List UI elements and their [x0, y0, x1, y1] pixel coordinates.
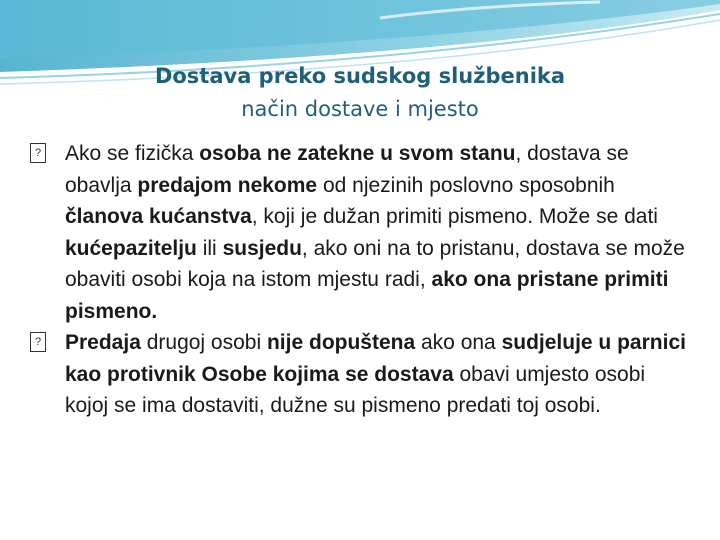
- text-segment: , dostava se obavlja: [65, 142, 629, 197]
- slide-title: [0, 60, 720, 126]
- text-segment: ako ona: [415, 331, 502, 354]
- bold-text-segment: susjedu: [222, 236, 302, 260]
- bullet-icon: ?: [30, 332, 46, 352]
- slide-body: [28, 138, 692, 422]
- text-segment: ili: [196, 236, 223, 260]
- paragraph-text: [65, 142, 685, 323]
- bold-text-segment: kućepazitelju: [65, 236, 197, 260]
- bold-text-segment: ako ona pristane primiti pismeno.: [65, 268, 669, 323]
- title-line-1: Dostava preko sudskog službenika: [154, 64, 566, 88]
- text-segment: obavi umjesto osobi kojoj se ima dostaviti, dužne su pismeno predati toj osobi.: [65, 362, 646, 417]
- bold-text-segment: sudjeluje u parnici kao protivnik Osobe kojima se dostava: [65, 331, 686, 386]
- bold-text-segment: nije dopuštena: [266, 331, 416, 354]
- bold-text-segment: osoba ne zatekne u svom stanu: [199, 142, 516, 165]
- bullet-paragraph-1: [28, 138, 692, 327]
- bold-text-segment: članova kućanstva: [65, 205, 252, 228]
- bold-text-segment: Predaja: [65, 331, 141, 354]
- text-segment: , ako oni na to pristanu, dostava se može obaviti osobi koja na istom mjestu radi,: [65, 236, 685, 291]
- text-segment: Ako se fizička: [65, 142, 200, 165]
- bullet-icon: ?: [30, 143, 46, 163]
- text-segment: drugoj osobi: [140, 331, 267, 354]
- text-segment: od njezinih poslovno sposobnih: [317, 173, 615, 197]
- bullet-paragraph-2: [28, 327, 692, 422]
- bold-text-segment: predajom nekome: [137, 173, 318, 197]
- title-line-2: način dostave i mjesto: [241, 97, 479, 121]
- paragraph-text: [65, 331, 686, 417]
- text-segment: , koji je dužan primiti pismeno. Može se dati: [251, 205, 658, 228]
